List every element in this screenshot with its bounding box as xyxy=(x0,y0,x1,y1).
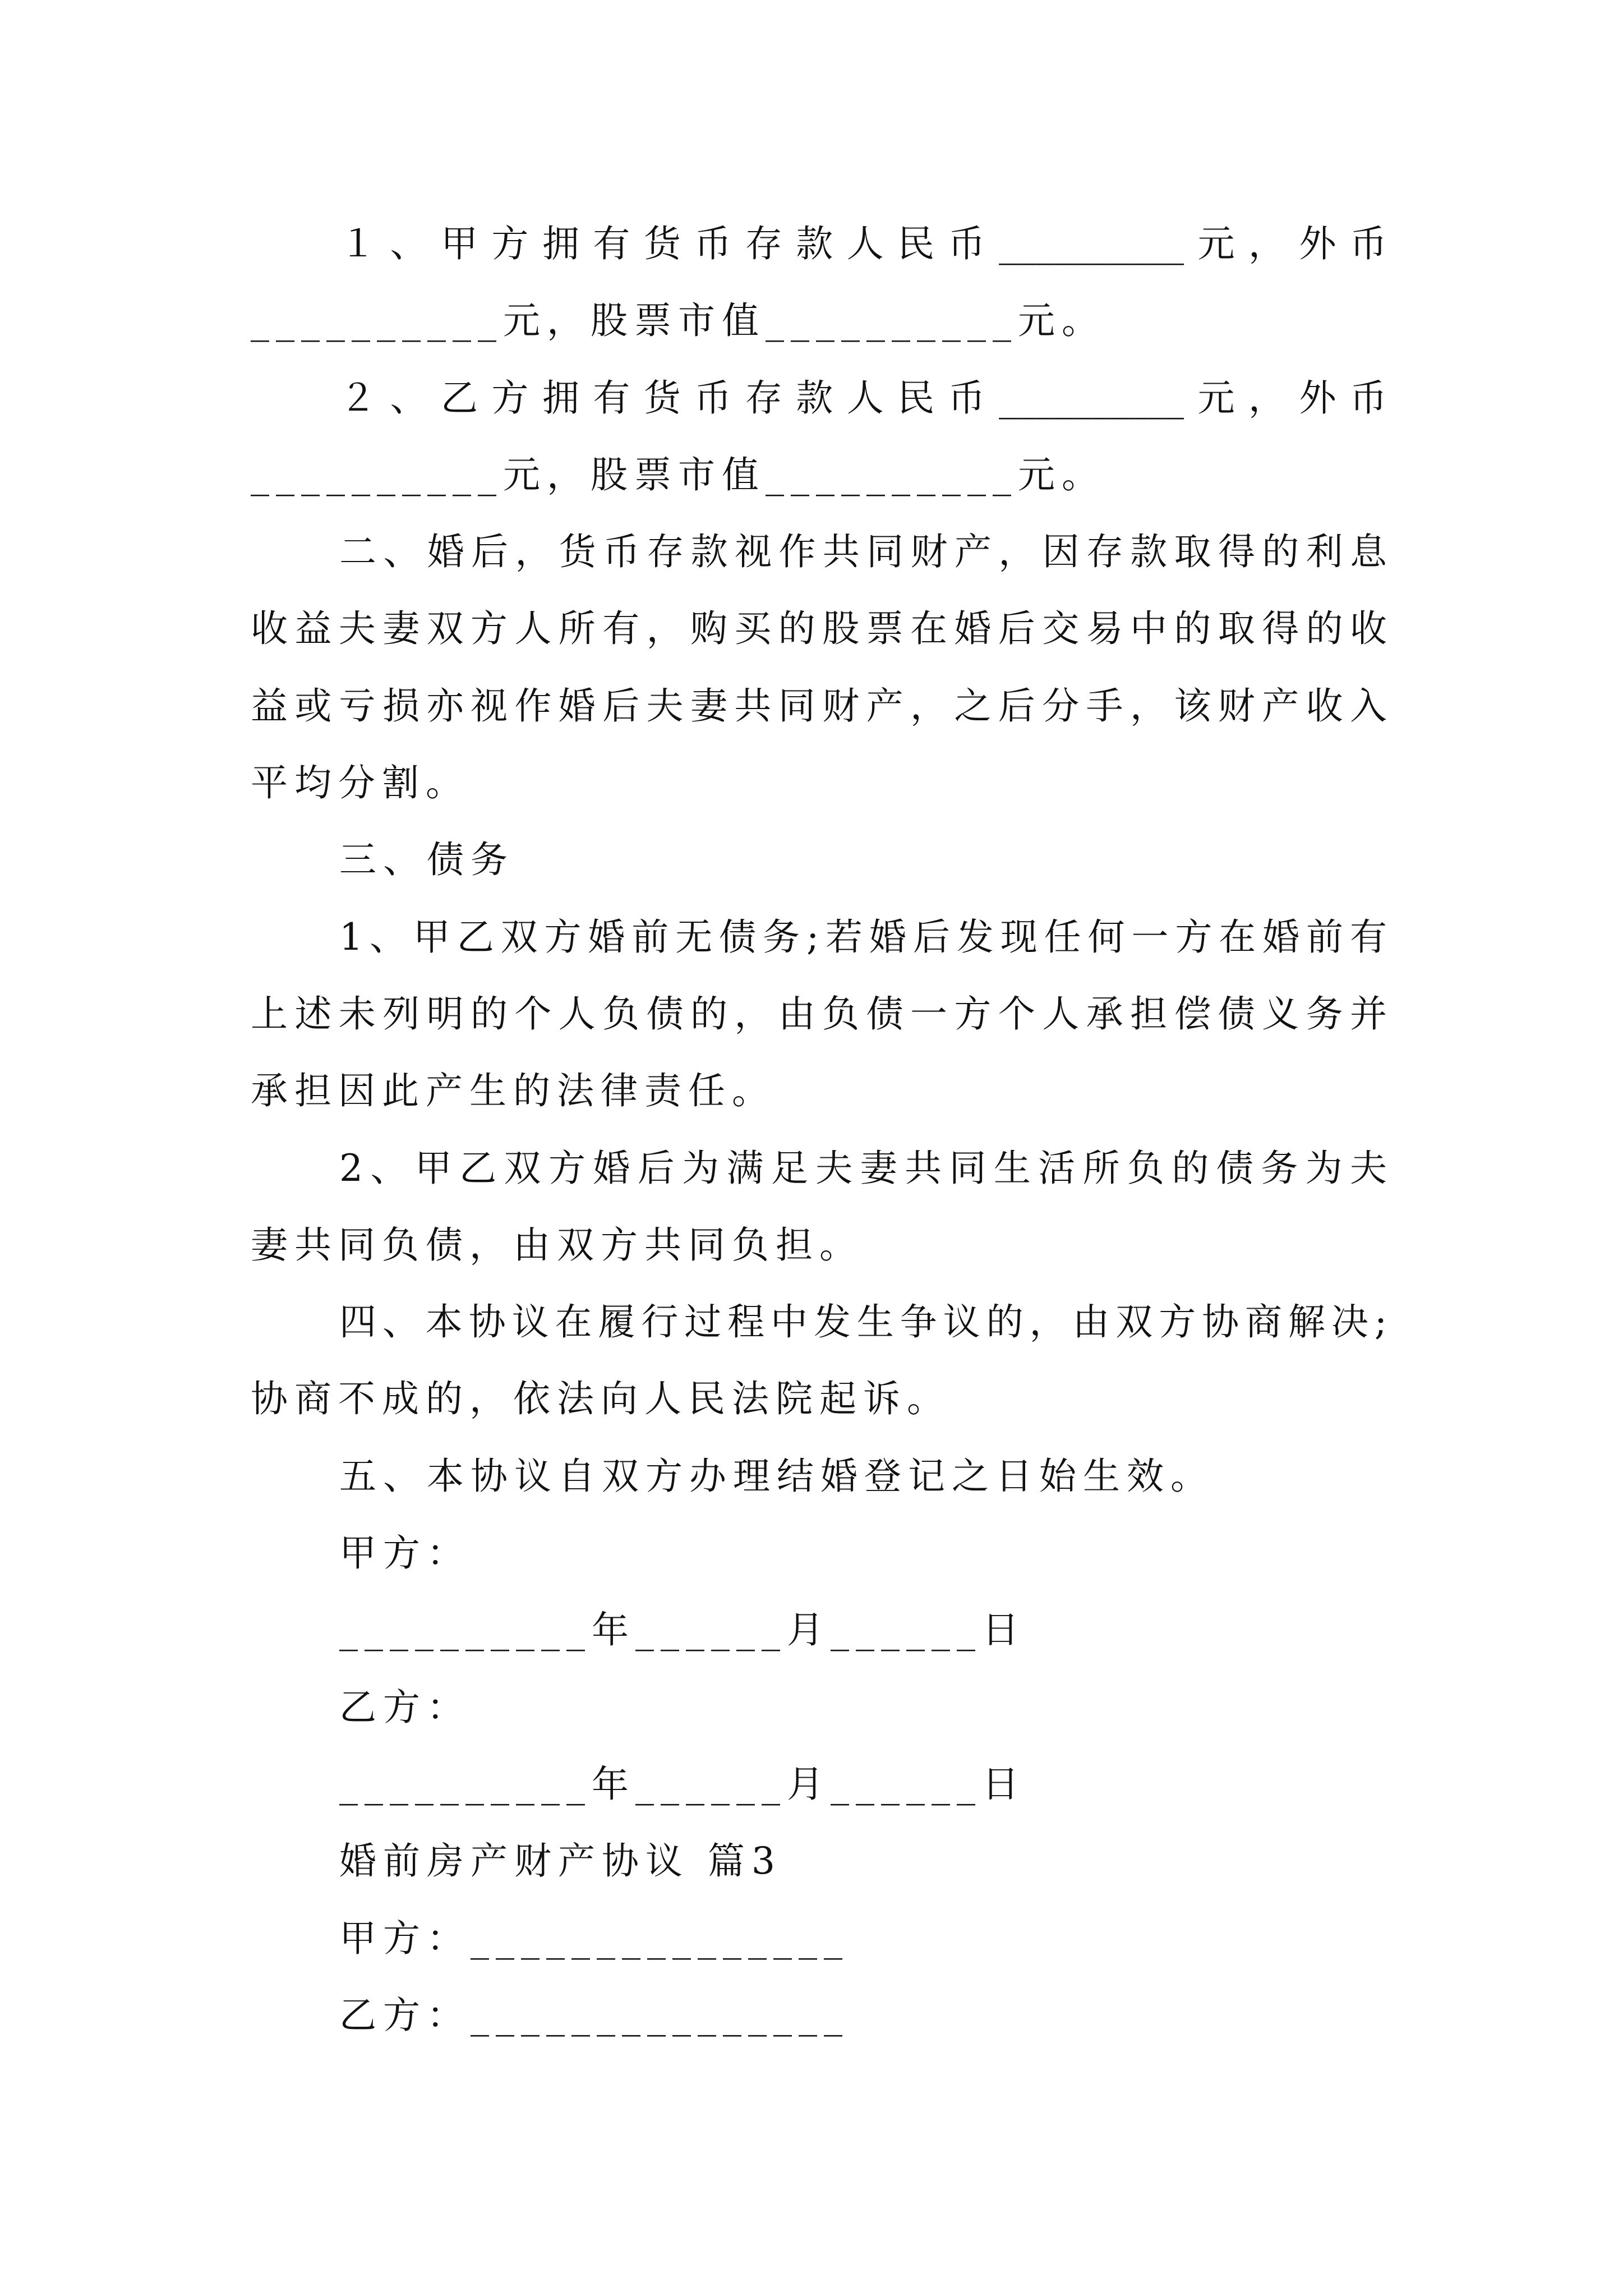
next-agreement-party-b: 乙方：_______________ xyxy=(339,1993,849,2037)
party-a-signature-label: 甲方： xyxy=(339,1531,471,1575)
party-b-signature-label: 乙方： xyxy=(339,1685,471,1729)
party-b-date-field: __________年______月______日 xyxy=(339,1762,1026,1806)
clause-2-line: 二、婚后，货币存款视作共同财产，因存款取得的利息 xyxy=(339,530,1387,574)
clause-2-line: 收益夫妻双方人所有，购买的股票在婚后交易中的取得的收 xyxy=(251,607,1387,651)
clause-2-line: 平均分割。 xyxy=(251,761,469,805)
document-body xyxy=(251,205,1387,2054)
clause-3-item-2-line: 妻共同负债，由双方共同负担。 xyxy=(251,1223,863,1267)
clause-1-party-b-line: __________元，股票市值__________元。 xyxy=(251,453,1105,496)
next-agreement-party-a: 甲方：_______________ xyxy=(339,1916,849,1960)
clause-1-party-a-line: １、甲方拥有货币存款人民币__________元，外币 xyxy=(339,222,1387,265)
clause-1-party-a-line: __________元，股票市值__________元。 xyxy=(251,299,1105,343)
clause-1-party-b-line: ２、乙方拥有货币存款人民币__________元，外币 xyxy=(339,376,1387,420)
clause-3-item-1-line: 承担因此产生的法律责任。 xyxy=(251,1069,776,1113)
clause-3-heading: 三、债务 xyxy=(339,838,514,882)
clause-3-item-1-line: 上述未列明的个人负债的，由负债一方个人承担偿债义务并 xyxy=(251,992,1387,1036)
clause-5-line: 五、本协议自双方办理结婚登记之日始生效。 xyxy=(339,1454,1214,1498)
party-a-date-field: __________年______月______日 xyxy=(339,1608,1026,1652)
next-agreement-title: 婚前房产财产协议 篇3 xyxy=(339,1839,782,1883)
clause-4-line: 协商不成的，依法向人民法院起诉。 xyxy=(251,1377,951,1421)
clause-3-item-1-line: 1、甲乙双方婚前无债务;若婚后发现任何一方在婚前有 xyxy=(339,915,1387,959)
clause-3-item-2-line: 2、甲乙双方婚后为满足夫妻共同生活所负的债务为夫 xyxy=(339,1146,1387,1190)
clause-2-line: 益或亏损亦视作婚后夫妻共同财产，之后分手，该财产收入 xyxy=(251,684,1387,728)
clause-4-line: 四、本协议在履行过程中发生争议的，由双方协商解决; xyxy=(339,1300,1387,1344)
